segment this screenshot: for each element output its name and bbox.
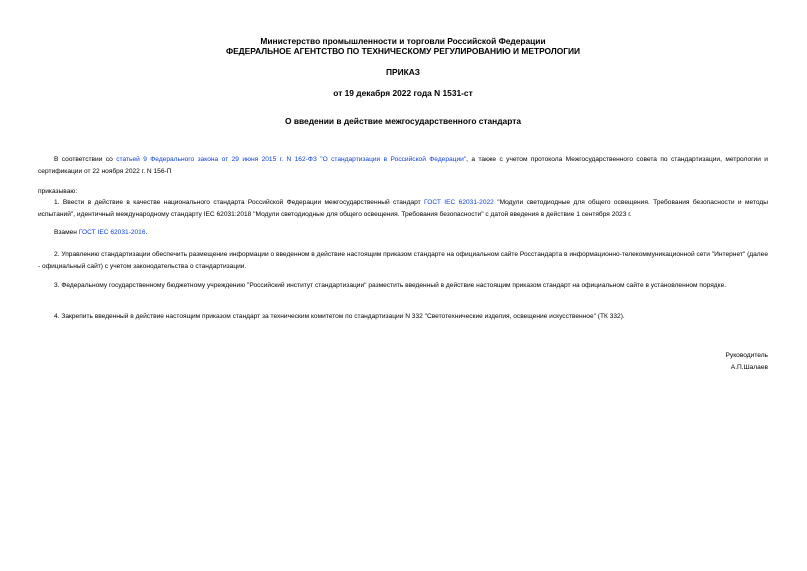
replacement-paragraph (38, 227, 768, 239)
document-page (38, 0, 768, 571)
item-3-paragraph: 3. Федеральному государственному бюджетному учреждению "Российский институт стандартизации" разместить введенный в действие настоящим приказом стандарт на официальном сайте в установленном порядке. (54, 282, 727, 289)
agency-name: ФЕДЕРАЛЬНОЕ АГЕНТСТВО ПО ТЕХНИЧЕСКОМУ РЕГУЛИРОВАНИЮ И МЕТРОЛОГИИ (225, 46, 581, 56)
document-type: ПРИКАЗ (385, 67, 421, 77)
item-1-text-after: "Модули светодиодные для общего освещения. Требования безопасности и методы испытаний", идентичный международному стандарту IEC 62031:2018 "Модули светодиодные для общего освещения. Требования безопасности" с датой введения в действие 1 сентября 2023 г. (38, 199, 768, 218)
preamble-paragraph (38, 154, 768, 177)
gost-2022-link[interactable]: ГОСТ IEC 62031-2022 (424, 199, 494, 206)
item-1-text-before: 1. Ввести в действие в качестве национального стандарта Российской Федерации межгосударственный стандарт (54, 199, 425, 206)
preamble-text-before: В соответствии со (54, 156, 117, 163)
law-link[interactable]: статьей 9 Федерального закона от 29 июня 2015 г. N 162-ФЗ "О стандартизации в Российской Федерации" (116, 156, 467, 163)
item-4-paragraph: 4. Закрепить введенный в действие настоящим приказом стандарт за техническим комитетом по стандартизации N 332 "Светотехнические изделия, освещение искусственное" (ТК 332). (54, 313, 625, 320)
item-1-paragraph (38, 197, 768, 220)
gost-2016-link[interactable]: ГОСТ IEC 62031-2016 (78, 229, 146, 236)
signature-block (726, 350, 768, 374)
signatory-role: Руководитель (725, 352, 768, 359)
ministry-name: Министерство промышленности и торговли Российской Федерации (260, 36, 546, 46)
item-2-paragraph: 2. Управлению стандартизации обеспечить размещение информации о введенном в действие настоящим приказом стандарте на официальном сайте Росстандарта в информационно-телекоммуникационной сети "Интернет" (далее - официальный сайт) с учетом законодательства о стандартизации. (38, 251, 768, 270)
signatory-name: А.П.Шалаев (730, 364, 768, 371)
replacement-text-before: Взамен (54, 229, 79, 236)
order-word: приказываю: (38, 188, 78, 195)
document-date-number: от 19 декабря 2022 года N 1531-ст (333, 88, 473, 98)
page-title: О введении в действие межгосударственного стандарта (285, 116, 521, 126)
replacement-text-after: . (145, 229, 148, 236)
preamble-text-after: , а также с учетом протокола Межгосударственного совета по стандартизации, метрологии и сертификации от 22 ноября 2022 г. N 156-П (38, 156, 768, 175)
